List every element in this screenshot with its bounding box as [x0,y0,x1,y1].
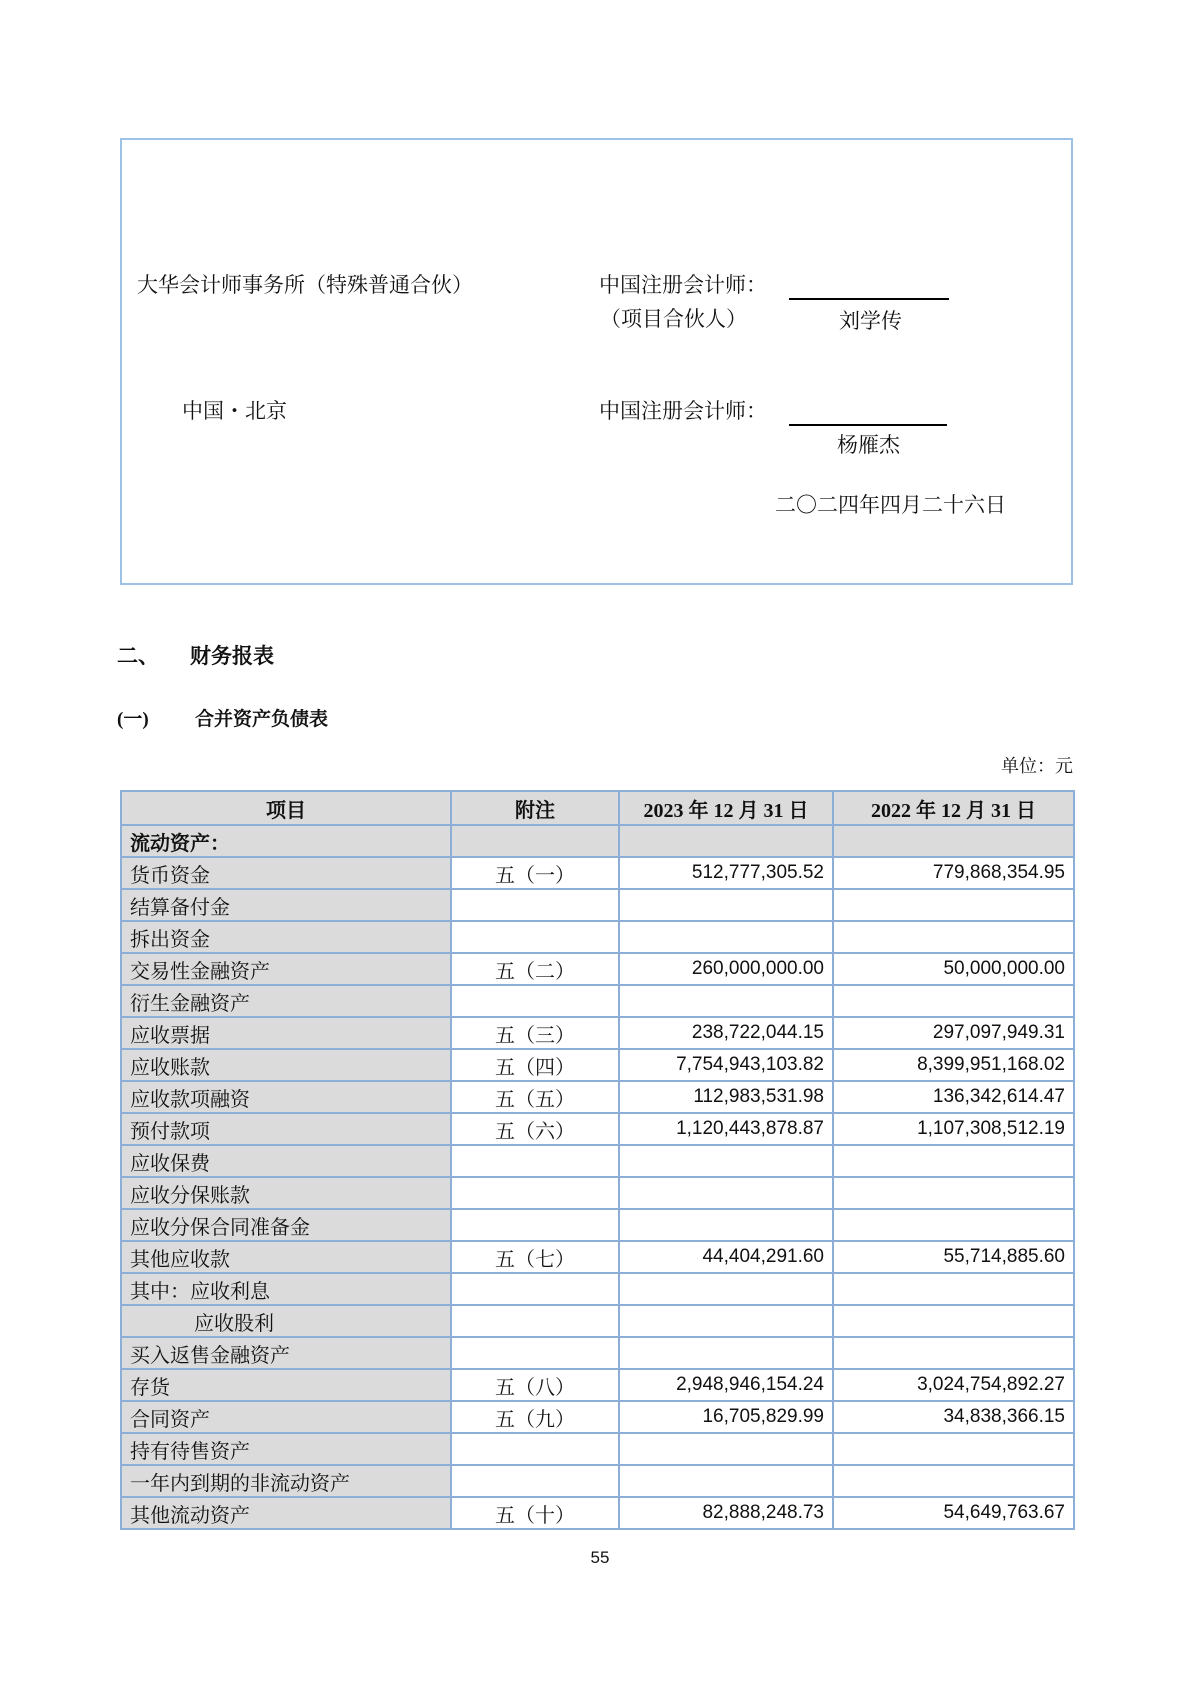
value-2023-cell: 512,777,305.52 [619,857,833,889]
value-2023-cell: 238,722,044.15 [619,1017,833,1049]
value-2023-cell: 16,705,829.99 [619,1401,833,1433]
value-2022-cell [833,1337,1074,1369]
note-cell [451,1465,619,1497]
table-row [121,985,1074,1017]
table-row [121,1305,1074,1337]
item-cell: 货币资金 [121,857,451,889]
note-cell [451,985,619,1017]
item-cell: 结算备付金 [121,889,451,921]
value-2023-cell [619,825,833,857]
note-cell: 五（四） [451,1049,619,1081]
header-2022: 2022 年 12 月 31 日 [833,791,1074,825]
value-2023-cell: 2,948,946,154.24 [619,1369,833,1401]
item-cell: 预付款项 [121,1113,451,1145]
item-cell: 流动资产： [121,825,451,857]
partner-label: （项目合伙人） [600,307,747,331]
item-cell: 应收账款 [121,1049,451,1081]
table-row [121,1049,1074,1081]
value-2023-cell [619,921,833,953]
page-number: 55 [590,1548,610,1567]
value-2023-cell: 260,000,000.00 [619,953,833,985]
table-row [121,825,1074,857]
item-cell: 其他应收款 [121,1241,451,1273]
note-cell [451,889,619,921]
table-row [121,1209,1074,1241]
note-cell: 五（十） [451,1497,619,1529]
section-heading [117,640,274,670]
header-item: 项目 [121,791,451,825]
signer-name-1: 刘学传 [839,309,902,333]
value-2022-cell: 779,868,354.95 [833,857,1074,889]
table-row [121,921,1074,953]
value-2022-cell: 297,097,949.31 [833,1017,1074,1049]
item-cell: 持有待售资产 [121,1433,451,1465]
signer-name-2: 杨雁杰 [837,433,900,457]
note-cell [451,1305,619,1337]
table-row [121,1145,1074,1177]
value-2022-cell: 34,838,366.15 [833,1401,1074,1433]
report-date: 二〇二四年四月二十六日 [775,493,1006,517]
note-cell: 五（七） [451,1241,619,1273]
value-2022-cell [833,1273,1074,1305]
value-2022-cell [833,1177,1074,1209]
header-2023: 2023 年 12 月 31 日 [619,791,833,825]
note-cell [451,921,619,953]
item-cell: 合同资产 [121,1401,451,1433]
value-2022-cell [833,825,1074,857]
item-cell: 衍生金融资产 [121,985,451,1017]
item-cell: 应收分保合同准备金 [121,1209,451,1241]
signature-box [120,138,1073,585]
note-cell: 五（五） [451,1081,619,1113]
value-2023-cell: 7,754,943,103.82 [619,1049,833,1081]
note-cell: 五（三） [451,1017,619,1049]
value-2022-cell [833,921,1074,953]
table-row [121,889,1074,921]
note-cell [451,1177,619,1209]
value-2022-cell: 8,399,951,168.02 [833,1049,1074,1081]
table-row [121,1241,1074,1273]
item-cell: 一年内到期的非流动资产 [121,1465,451,1497]
value-2022-cell: 1,107,308,512.19 [833,1113,1074,1145]
note-cell: 五（二） [451,953,619,985]
value-2023-cell [619,1177,833,1209]
item-cell: 其中：应收利息 [121,1273,451,1305]
value-2023-cell [619,1465,833,1497]
table-row [121,1113,1074,1145]
table-row [121,857,1074,889]
value-2023-cell: 44,404,291.60 [619,1241,833,1273]
balance-sheet-body [121,825,1074,1529]
value-2023-cell [619,1305,833,1337]
item-cell: 应收分保账款 [121,1177,451,1209]
signature-line-1 [789,298,949,300]
value-2022-cell: 55,714,885.60 [833,1241,1074,1273]
item-cell: 应收款项融资 [121,1081,451,1113]
value-2023-cell [619,1209,833,1241]
value-2022-cell [833,1209,1074,1241]
table-row [121,1497,1074,1529]
table-row [121,1433,1074,1465]
note-cell [451,1337,619,1369]
note-cell: 五（一） [451,857,619,889]
note-cell [451,1209,619,1241]
note-cell: 五（六） [451,1113,619,1145]
table-row [121,1369,1074,1401]
table-row [121,1465,1074,1497]
value-2023-cell: 82,888,248.73 [619,1497,833,1529]
audit-firm-name: 大华会计师事务所（特殊普通合伙） [137,273,473,297]
note-cell: 五（八） [451,1369,619,1401]
value-2022-cell: 3,024,754,892.27 [833,1369,1074,1401]
value-2023-cell [619,1433,833,1465]
value-2022-cell [833,889,1074,921]
value-2022-cell [833,1465,1074,1497]
note-cell [451,1273,619,1305]
subsection-number: (一) [117,709,149,730]
value-2023-cell: 1,120,443,878.87 [619,1113,833,1145]
section-title: 财务报表 [190,644,274,668]
table-row [121,1081,1074,1113]
value-2022-cell: 54,649,763.67 [833,1497,1074,1529]
cpa-label-1: 中国注册会计师： [599,273,767,297]
table-row [121,1337,1074,1369]
section-number: 二、 [117,644,159,668]
header-note: 附注 [451,791,619,825]
note-cell: 五（九） [451,1401,619,1433]
item-cell: 存货 [121,1369,451,1401]
subsection-title: 合并资产负债表 [195,709,329,730]
item-cell: 拆出资金 [121,921,451,953]
signature-line-2 [789,424,947,426]
value-2023-cell [619,1273,833,1305]
subsection-heading [117,704,328,731]
value-2023-cell [619,889,833,921]
value-2023-cell [619,1337,833,1369]
unit-label: 单位：元 [1001,756,1073,776]
item-cell: 应收保费 [121,1145,451,1177]
note-cell [451,1145,619,1177]
note-cell [451,1433,619,1465]
value-2022-cell [833,985,1074,1017]
item-cell: 买入返售金融资产 [121,1337,451,1369]
cpa-label-2: 中国注册会计师： [599,399,767,423]
value-2023-cell: 112,983,531.98 [619,1081,833,1113]
note-cell [451,825,619,857]
table-row [121,1177,1074,1209]
table-header-row [121,791,1074,825]
table-row [121,1273,1074,1305]
table-row [121,1017,1074,1049]
table-row [121,1401,1074,1433]
table-row [121,953,1074,985]
value-2022-cell: 136,342,614.47 [833,1081,1074,1113]
item-cell: 其他流动资产 [121,1497,451,1529]
item-cell: 交易性金融资产 [121,953,451,985]
value-2022-cell [833,1145,1074,1177]
item-cell: 应收票据 [121,1017,451,1049]
value-2022-cell [833,1305,1074,1337]
firm-location: 中国・北京 [182,399,287,423]
value-2022-cell [833,1433,1074,1465]
value-2023-cell [619,985,833,1017]
balance-sheet-table [120,790,1075,1530]
value-2022-cell: 50,000,000.00 [833,953,1074,985]
value-2023-cell [619,1145,833,1177]
item-cell: 应收股利 [121,1305,451,1337]
